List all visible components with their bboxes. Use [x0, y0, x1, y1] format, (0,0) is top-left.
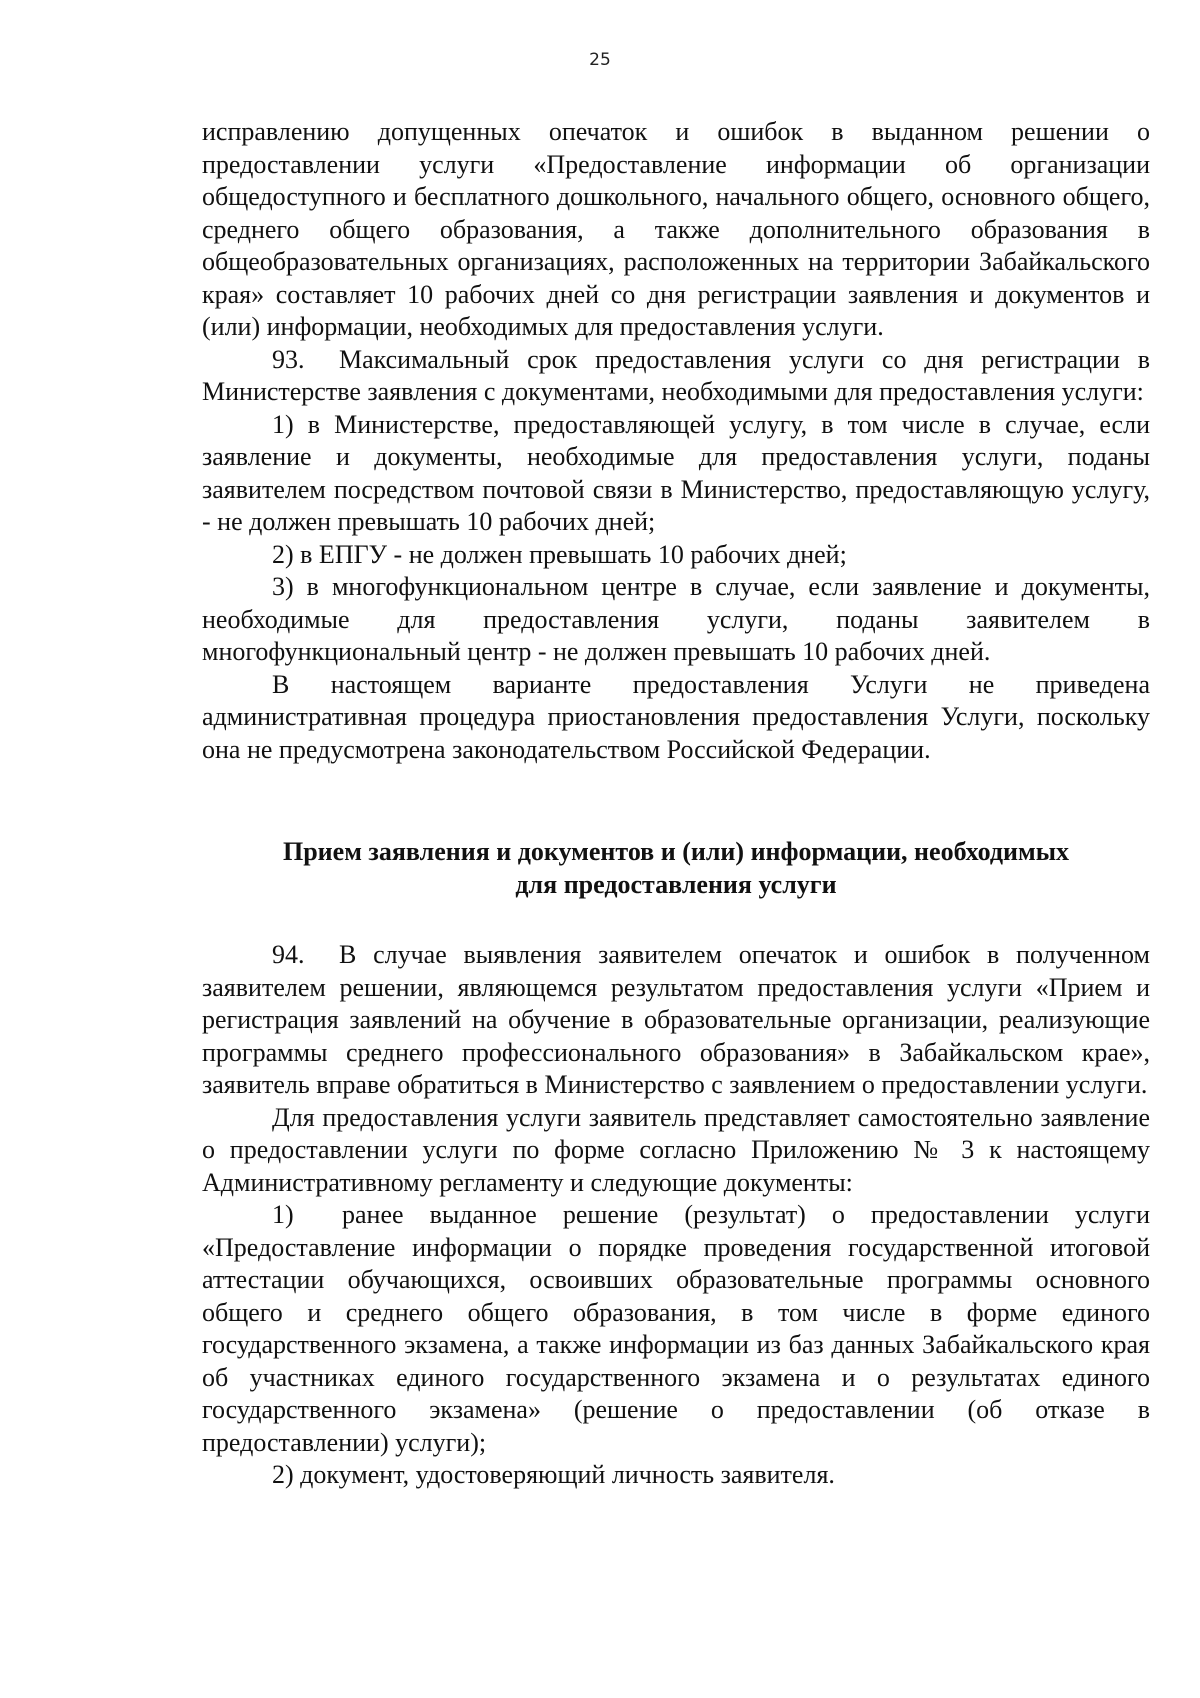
paragraph-note: В настоящем варианте предоставления Услуги не приведена административная процедура приостановления предоставления Услуги, поскольку она не предусмотрена законодательством Российской Федерации. [202, 669, 1150, 764]
list-item-93-1: 1) в Министерстве, предоставляющей услугу, в том числе в случае, если заявление и документы, необходимые для предоставления услуги, поданы заявителем посредством почтовой связи в Министерство, предоставляющую услугу, - не должен превышать 10 рабочих дней; [202, 409, 1150, 536]
paragraph-93-text: Максимальный срок предоставления услуги со дня регистрации в Министерстве заявления с документами, необходимыми для предоставления услуги: [202, 344, 1150, 406]
item-number-94: 94. [272, 940, 305, 969]
doc-list-item-2: 2) документ, удостоверяющий личность заявителя. [272, 1460, 835, 1489]
section-heading-line-1: Прием заявления и документов и (или) информации, необходимых [282, 837, 1069, 866]
section-heading [202, 836, 1150, 901]
list-item-93-2: 2) в ЕПГУ - не должен превышать 10 рабочих дней; [272, 539, 847, 569]
paragraph-94 [202, 939, 1150, 1102]
paragraph-documents: Для предоставления услуги заявитель представляет самостоятельно заявление о предоставлении услуги по форме согласно Приложению № 3 к настоящему Административному регламенту и следующие документы: [202, 1102, 1150, 1197]
paragraph-94-text: В случае выявления заявителем опечаток и ошибок в полученном заявителем решении, являющемся результатом предоставления услуги «Прием и регистрация заявлений на обучение в образовательные организации, реализующие программы среднего профессионального образования» в Забайкальском крае», заявитель вправе обратиться в Министерство с заявлением о предоставлении услуги. [202, 940, 1150, 1099]
paragraph-93 [202, 344, 1150, 409]
doc-list-item-1-text: ранее выданное решение (результат) о предоставлении услуги «Предоставление информации о порядке проведения государственной итоговой аттестации обучающихся, освоивших образовательные программы основного общего и среднего общего образования, в том числе в форме единого государственного экзамена, а также информации из баз данных Забайкальского края об участниках единого государственного экзамена и о результатах единого государственного экзамена» (решение о предоставлении (об отказе в предоставлении) услуги); [202, 1200, 1150, 1457]
section-heading-line-2: для предоставления услуги [515, 869, 837, 899]
paragraph-continuation: исправлению допущенных опечаток и ошибок в выданном решении о предоставлении услуги «Предоставление информации об организации общедоступного и бесплатного дошкольного, начального общего, основного общего, среднего общего образования, а также дополнительного образования в общеобразовательных организациях, расположенных на территории Забайкальского края» составляет 10 рабочих дней со дня регистрации заявления и документов и (или) информации, необходимых для предоставления услуги. [202, 117, 1150, 341]
item-number-93: 93. [272, 344, 305, 374]
list-item-93-3: 3) в многофункциональном центре в случае, если заявление и документы, необходимые для предоставления услуги, поданы заявителем в многофункциональный центр - не должен превышать 10 рабочих дней. [202, 572, 1150, 666]
doc-list-item-1 [202, 1199, 1150, 1459]
page-number: 25 [589, 50, 611, 70]
document-body [202, 116, 1150, 1492]
doc-list-item-1-number: 1) [272, 1200, 294, 1229]
